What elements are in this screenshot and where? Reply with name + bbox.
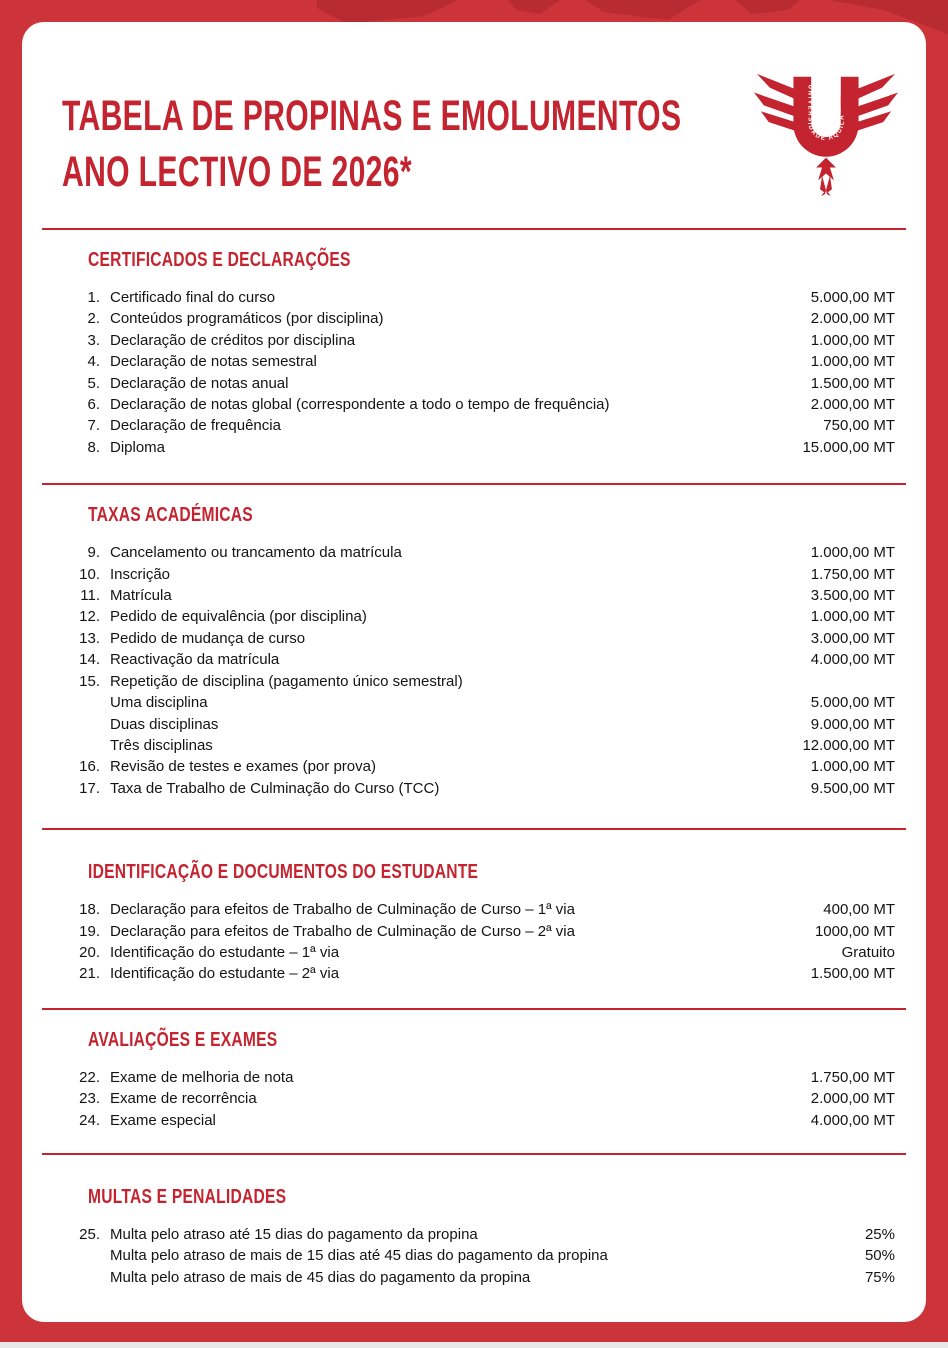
page-bottom-strip xyxy=(0,1342,948,1348)
fee-row xyxy=(42,1245,906,1266)
item-number: 22. xyxy=(79,1068,100,1086)
item-price: 3.500,00 MT xyxy=(810,587,895,605)
fee-row xyxy=(42,628,906,649)
item-price: 3.000,00 MT xyxy=(810,629,895,647)
item-label: Multa pelo atraso de mais de 45 dias do pagamento da propina xyxy=(110,1268,531,1286)
item-number: 24. xyxy=(79,1111,100,1129)
item-label: Exame de melhoria de nota xyxy=(110,1068,294,1086)
fee-row xyxy=(42,714,906,735)
section-rows xyxy=(42,542,906,799)
section-title: TAXAS ACADÉMICAS xyxy=(88,504,253,527)
item-price: 1.500,00 MT xyxy=(810,965,895,983)
item-number: 8. xyxy=(87,438,100,456)
item-label: Declaração para efeitos de Trabalho de Culminação de Curso – 1ª via xyxy=(110,901,575,919)
svg-text:UNIVERSIDADE AQUILA xyxy=(806,85,846,142)
item-label: Pedido de equivalência (por disciplina) xyxy=(110,608,367,626)
item-price: 5.000,00 MT xyxy=(810,289,895,306)
item-price: 2.000,00 MT xyxy=(810,310,895,328)
item-price: 9.000,00 MT xyxy=(810,715,895,733)
section-heading xyxy=(88,1028,906,1052)
item-price: 750,00 MT xyxy=(823,417,895,435)
item-number: 21. xyxy=(79,965,100,983)
item-label: Cancelamento ou trancamento da matrícula xyxy=(110,544,402,562)
section-rows xyxy=(42,1224,906,1288)
item-number: 6. xyxy=(87,396,100,414)
item-price: 15.000,00 MT xyxy=(802,438,895,456)
item-label: Exame de recorrência xyxy=(110,1090,257,1108)
item-label: Duas disciplinas xyxy=(110,715,219,733)
fee-section xyxy=(42,1153,906,1313)
item-number: 4. xyxy=(87,353,100,371)
item-price: 2.000,00 MT xyxy=(810,1090,895,1108)
section-heading xyxy=(88,1185,906,1209)
item-number: 1. xyxy=(87,289,100,306)
section-rows xyxy=(42,899,906,985)
item-price: 2.000,00 MT xyxy=(810,396,895,414)
fee-row xyxy=(42,756,906,777)
item-price: 1000,00 MT xyxy=(814,922,895,940)
fee-row xyxy=(42,963,906,984)
item-label: Repetição de disciplina (pagamento único semestral) xyxy=(110,672,463,690)
item-price: 1.000,00 MT xyxy=(810,331,895,349)
item-number: 20. xyxy=(79,943,100,961)
item-number: 18. xyxy=(79,901,100,919)
item-price: 4.000,00 MT xyxy=(810,1111,895,1129)
fee-row xyxy=(42,649,906,670)
fee-row xyxy=(42,692,906,713)
section-rows xyxy=(42,287,906,458)
item-number: 17. xyxy=(79,779,100,797)
item-number: 2. xyxy=(87,310,100,328)
item-label: Conteúdos programáticos (por disciplina) xyxy=(110,310,384,328)
item-price: 1.750,00 MT xyxy=(810,1068,895,1086)
item-label: Declaração de frequência xyxy=(110,417,281,435)
eagle-head xyxy=(816,158,836,196)
fee-row xyxy=(42,942,906,963)
fee-section xyxy=(42,828,906,1008)
item-label: Pedido de mudança de curso xyxy=(110,629,306,647)
item-number: 7. xyxy=(87,417,100,435)
page-title-line-2: ANO LECTIVO DE 2026* xyxy=(62,148,412,196)
fee-row xyxy=(42,287,906,308)
item-label: Declaração para efeitos de Trabalho de Culminação de Curso – 2ª via xyxy=(110,922,575,940)
item-price: 1.000,00 MT xyxy=(810,544,895,562)
item-label: Diploma xyxy=(110,438,166,456)
item-label: Multa pelo atraso até 15 dias do pagamento da propina xyxy=(110,1225,478,1243)
item-label: Três disciplinas xyxy=(110,736,213,754)
fee-section xyxy=(42,228,906,483)
item-number: 25. xyxy=(79,1225,100,1243)
item-number: 15. xyxy=(79,672,100,690)
fee-row xyxy=(42,437,906,458)
item-price: 1.750,00 MT xyxy=(810,565,895,583)
item-number: 23. xyxy=(79,1090,100,1108)
fee-row xyxy=(42,1067,906,1088)
fee-row xyxy=(42,1224,906,1245)
item-price: 5.000,00 MT xyxy=(810,694,895,712)
fee-row xyxy=(42,415,906,436)
item-price: 12.000,00 MT xyxy=(802,736,895,754)
item-number: 11. xyxy=(80,587,100,605)
document-card xyxy=(22,22,926,1322)
item-label: Uma disciplina xyxy=(110,694,208,712)
section-title: AVALIAÇÕES E EXAMES xyxy=(88,1028,278,1051)
item-label: Declaração de créditos por disciplina xyxy=(110,331,356,349)
eagle-u-monogram xyxy=(793,77,858,157)
item-price: 9.500,00 MT xyxy=(810,779,895,797)
item-price: 1.000,00 MT xyxy=(810,758,895,776)
item-price: 1.000,00 MT xyxy=(810,353,895,371)
item-label: Certificado final do curso xyxy=(110,289,276,306)
item-price: 25% xyxy=(864,1225,895,1243)
item-number: 3. xyxy=(87,331,100,349)
item-price: 400,00 MT xyxy=(823,901,895,919)
item-number: 12. xyxy=(79,608,100,626)
fee-section xyxy=(42,1008,906,1153)
fee-row xyxy=(42,351,906,372)
fee-row xyxy=(42,308,906,329)
section-rows xyxy=(42,1067,906,1131)
section-title: MULTAS E PENALIDADES xyxy=(88,1185,287,1208)
item-label: Reactivação da matrícula xyxy=(110,651,280,669)
item-label: Multa pelo atraso de mais de 15 dias até 45 dias do pagamento da propina xyxy=(110,1247,608,1265)
fee-row xyxy=(42,735,906,756)
section-title: CERTIFICADOS E DECLARAÇÕES xyxy=(88,249,351,271)
item-number: 16. xyxy=(79,758,100,776)
item-label: Revisão de testes e exames (por prova) xyxy=(110,758,376,776)
item-price: 4.000,00 MT xyxy=(810,651,895,669)
section-heading xyxy=(88,503,906,527)
fee-row xyxy=(42,606,906,627)
fee-row xyxy=(42,542,906,563)
fee-row xyxy=(42,330,906,351)
item-label: Inscrição xyxy=(110,565,171,583)
section-title: IDENTIFICAÇÃO E DOCUMENTOS DO ESTUDANTE xyxy=(88,861,479,884)
item-number: 19. xyxy=(79,922,100,940)
fee-row xyxy=(42,1110,906,1131)
logo-arc-text: UNIVERSIDADE AQUILA xyxy=(806,84,846,143)
item-label: Declaração de notas semestral xyxy=(110,353,317,371)
item-number: 14. xyxy=(79,651,100,669)
fee-row xyxy=(42,1267,906,1288)
item-label: Exame especial xyxy=(110,1111,216,1129)
page-title-line-1: TABELA DE PROPINAS E EMOLUMENTOS xyxy=(62,92,682,140)
document-header xyxy=(22,22,926,228)
fee-row xyxy=(42,671,906,692)
fee-row xyxy=(42,899,906,920)
item-label: Identificação do estudante – 2ª via xyxy=(110,965,340,983)
item-label: Declaração de notas anual xyxy=(110,374,289,392)
item-number: 10. xyxy=(79,565,100,583)
fee-row xyxy=(42,778,906,799)
fee-row xyxy=(42,564,906,585)
item-number: 13. xyxy=(79,629,100,647)
item-number: 5. xyxy=(87,374,100,392)
item-label: Taxa de Trabalho de Culminação do Curso (TCC) xyxy=(110,779,440,797)
item-price: 75% xyxy=(864,1268,895,1286)
fee-row xyxy=(42,921,906,942)
item-label: Declaração de notas global (correspondente a todo o tempo de frequência) xyxy=(110,396,610,414)
eagle-u-emblem-icon xyxy=(752,64,900,204)
item-price: 50% xyxy=(864,1247,895,1265)
item-price: 1.000,00 MT xyxy=(810,608,895,626)
section-heading xyxy=(88,248,906,272)
item-label: Matrícula xyxy=(110,587,172,605)
item-number: 9. xyxy=(87,544,100,562)
fee-row xyxy=(42,394,906,415)
item-price: 1.500,00 MT xyxy=(810,374,895,392)
section-heading xyxy=(88,860,906,884)
item-price: Gratuito xyxy=(841,943,895,961)
fee-row xyxy=(42,373,906,394)
fee-row xyxy=(42,1088,906,1109)
sections xyxy=(22,228,926,1313)
fee-section xyxy=(42,483,906,828)
fee-row xyxy=(42,585,906,606)
item-label: Identificação do estudante – 1ª via xyxy=(110,943,340,961)
